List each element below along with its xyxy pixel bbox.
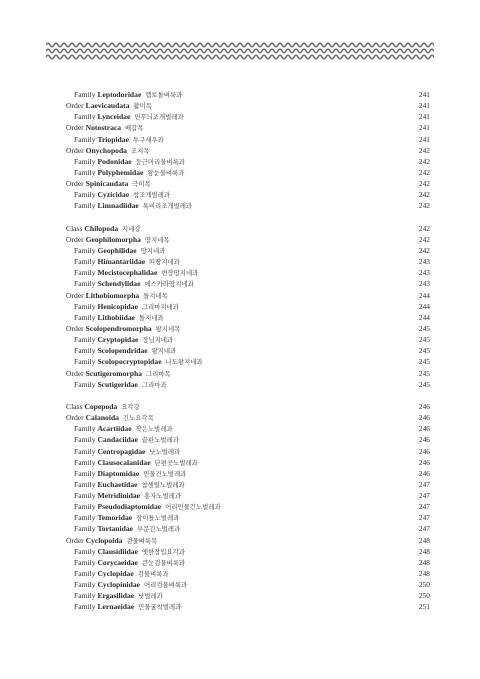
taxon-rank: Family xyxy=(74,201,96,211)
taxon-name: Limnadiidae xyxy=(97,201,139,211)
taxon-name: Scolopendromorpha xyxy=(85,323,152,333)
taxon-name: Tortanidae xyxy=(97,524,134,534)
taxon-rank: Order xyxy=(66,290,84,300)
taxon-name: Metridinidae xyxy=(97,491,141,501)
taxon-name: Cyclopoida xyxy=(85,535,123,545)
taxon-rank: Family xyxy=(74,379,96,389)
toc-entry[interactable] xyxy=(66,579,430,590)
taxon-rank: Order xyxy=(66,323,84,333)
taxon-name: Corycaeidae xyxy=(97,557,138,567)
taxon-name: Copepoda xyxy=(84,401,118,411)
page-number: 242 xyxy=(418,167,430,177)
taxon-name: Polyphemidae xyxy=(97,167,144,177)
taxon-rank: Family xyxy=(74,491,96,501)
toc-entry[interactable] xyxy=(66,468,430,479)
korean-name: 홍자노벌레과 xyxy=(143,492,181,501)
korean-name: 나도왕지네과 xyxy=(165,358,203,367)
toc-entry[interactable] xyxy=(66,200,430,211)
taxon-rank: Family xyxy=(74,257,96,267)
taxon-rank: Family xyxy=(74,301,96,311)
toc-entry[interactable] xyxy=(66,557,430,568)
korean-name: 긴노요각목 xyxy=(122,414,154,423)
taxon-name: Onychopoda xyxy=(85,145,127,155)
toc-entry[interactable] xyxy=(66,89,430,100)
korean-name: 요각강 xyxy=(121,402,140,411)
toc-entry[interactable] xyxy=(66,434,430,445)
taxon-name: Podonidae xyxy=(97,156,132,166)
page-number: 248 xyxy=(418,546,430,556)
korean-name: 배갑목 xyxy=(124,124,144,133)
korean-name: 띠땅지네과 xyxy=(149,258,180,267)
page-number: 246 xyxy=(418,435,430,445)
toc-entry[interactable] xyxy=(66,189,430,200)
taxon-rank: Family xyxy=(74,435,96,445)
toc-entry[interactable] xyxy=(66,490,430,501)
korean-name: 민물긴노벌레과 xyxy=(143,469,187,478)
toc-entry[interactable] xyxy=(66,535,430,546)
korean-name: 그리마지네과 xyxy=(141,302,179,311)
taxon-rank: Family xyxy=(74,134,96,144)
taxon-name: Clausidiidae xyxy=(97,546,138,556)
taxon-rank: Family xyxy=(74,557,96,567)
taxon-rank: Family xyxy=(74,479,96,489)
korean-name: 변장땅지네과 xyxy=(161,269,199,278)
korean-name: 참센털노벌레과 xyxy=(141,480,185,489)
toc-entry[interactable] xyxy=(66,334,430,345)
taxon-rank: Family xyxy=(74,90,96,99)
page-number: 241 xyxy=(418,101,430,111)
korean-name: 잠이틀노벌레과 xyxy=(136,514,180,523)
page-number: 241 xyxy=(418,90,430,99)
korean-name: 에스카라땅지네과 xyxy=(144,280,194,289)
taxon-rank: Family xyxy=(74,502,96,512)
taxon-rank: Class xyxy=(66,223,83,233)
korean-name: 낫벌레과 xyxy=(138,592,163,601)
taxon-rank: Order xyxy=(66,368,84,378)
page-number: 248 xyxy=(418,569,430,579)
korean-name: 어리민물긴노벌레과 xyxy=(165,503,221,512)
taxon-rank: Family xyxy=(74,591,96,601)
korean-name: 지네강 xyxy=(122,224,141,233)
page-number: 242 xyxy=(418,190,430,200)
page-number: 251 xyxy=(418,602,430,612)
toc-entry[interactable] xyxy=(66,356,430,367)
table-of-contents xyxy=(66,89,430,613)
taxon-name: Lynceidae xyxy=(97,112,131,122)
taxon-name: Cyzicidae xyxy=(97,190,130,200)
taxon-name: Henicopidae xyxy=(97,301,138,311)
page-number: 244 xyxy=(418,290,430,300)
taxon-name: Temoridae xyxy=(97,513,133,523)
page-number: 246 xyxy=(418,401,430,411)
korean-name: 장님지네과 xyxy=(142,336,174,345)
taxon-rank: Family xyxy=(74,468,96,478)
taxon-name: Notostraca xyxy=(85,123,122,133)
page-number: 245 xyxy=(418,379,430,389)
page-number: 248 xyxy=(418,557,430,567)
taxon-name: Schendylidae xyxy=(97,279,141,289)
taxon-rank: Order xyxy=(66,145,84,155)
korean-name: 왕눈물벼룩과 xyxy=(147,168,185,177)
toc-entry[interactable] xyxy=(66,167,430,178)
toc-entry[interactable] xyxy=(66,256,430,267)
wave-line xyxy=(46,49,434,53)
page-number: 246 xyxy=(418,424,430,434)
page-number: 247 xyxy=(418,502,430,512)
taxon-name: Mecistocephalidae xyxy=(97,268,158,278)
taxon-rank: Family xyxy=(74,457,96,467)
page-number: 245 xyxy=(418,357,430,367)
taxon-name: Lernaeidae xyxy=(97,602,135,612)
korean-name: 검물벼룩목 xyxy=(126,536,158,545)
taxon-rank: Family xyxy=(74,112,96,122)
taxon-rank: Family xyxy=(74,446,96,456)
page-number: 241 xyxy=(418,123,430,133)
toc-entry[interactable] xyxy=(66,100,430,111)
toc-entry[interactable] xyxy=(66,145,430,156)
wave-border-decoration xyxy=(46,40,434,62)
taxon-name: Chilopoda xyxy=(84,223,119,233)
korean-name: 왕지네목 xyxy=(155,324,181,333)
page-number: 245 xyxy=(418,335,430,345)
taxon-name: Lithobiomorpha xyxy=(85,290,140,300)
toc-entry[interactable] xyxy=(66,601,430,612)
taxon-rank: Family xyxy=(74,424,96,434)
page-number: 250 xyxy=(418,591,430,601)
taxon-rank: Family xyxy=(74,190,96,200)
page-number: 247 xyxy=(418,479,430,489)
taxon-name: Scutigeromorpha xyxy=(85,368,143,378)
page-number: 244 xyxy=(418,312,430,322)
korean-name: 톡비리조개벌레과 xyxy=(142,202,193,211)
page-number: 245 xyxy=(418,368,430,378)
korean-name: 왕지네과 xyxy=(151,347,177,356)
taxon-name: Clausocalanidae xyxy=(97,457,151,467)
taxon-name: Laevicaudata xyxy=(85,101,130,111)
taxon-rank: Family xyxy=(74,268,96,278)
page-number: 242 xyxy=(418,156,430,166)
page-number: 244 xyxy=(418,301,430,311)
toc-entry[interactable] xyxy=(66,178,430,189)
toc-entry[interactable] xyxy=(66,501,430,512)
taxon-name: Ergasilidae xyxy=(97,591,135,601)
korean-name: 단편곳노벌레과 xyxy=(154,458,198,467)
taxon-name: Lithobiidae xyxy=(97,312,135,322)
taxon-rank: Family xyxy=(74,279,96,289)
toc-entry[interactable] xyxy=(66,446,430,457)
wave-line xyxy=(46,43,434,47)
taxon-rank: Family xyxy=(74,346,96,356)
taxon-rank: Class xyxy=(66,401,83,411)
page-number: 242 xyxy=(418,223,430,233)
taxon-name: Cryptopidae xyxy=(97,335,139,345)
taxon-rank: Family xyxy=(74,580,96,590)
page-number: 243 xyxy=(418,257,430,267)
taxon-rank: Order xyxy=(66,535,84,545)
toc-entry[interactable] xyxy=(66,301,430,312)
toc-entry[interactable] xyxy=(66,368,430,379)
taxon-name: Spinicaudata xyxy=(85,179,129,189)
page-number: 243 xyxy=(418,268,430,278)
korean-name: 땅지네목 xyxy=(144,235,170,244)
korean-name: 돌지네목 xyxy=(143,291,168,300)
korean-name: 민무늬조개벌레과 xyxy=(134,113,184,122)
page-number: 250 xyxy=(418,580,430,590)
page-number: 246 xyxy=(418,413,430,423)
toc-entry[interactable] xyxy=(66,290,430,301)
taxon-rank: Order xyxy=(66,123,84,133)
korean-name: 낫노벌레과 xyxy=(149,447,181,456)
page-number: 248 xyxy=(418,535,430,545)
korean-name: 검물벼룩과 xyxy=(137,570,169,579)
toc-entry[interactable] xyxy=(66,245,430,256)
taxon-rank: Order xyxy=(66,101,84,111)
taxon-name: Scolopocryptopidae xyxy=(97,357,162,367)
taxon-name: Euchaetidae xyxy=(97,479,138,489)
toc-entry-label xyxy=(74,601,181,613)
taxon-name: Centropagidae xyxy=(97,446,146,456)
toc-entry[interactable] xyxy=(66,278,430,289)
toc-entry[interactable] xyxy=(66,312,430,323)
toc-entry[interactable] xyxy=(66,323,430,334)
korean-name: 조지목 xyxy=(130,146,150,155)
taxon-name: Triopidae xyxy=(97,134,129,144)
page-number: 242 xyxy=(418,234,430,244)
korean-name: 옛한장입요각과 xyxy=(141,547,186,556)
taxon-rank: Family xyxy=(74,167,96,177)
toc-entry[interactable] xyxy=(66,512,430,523)
taxon-rank: Family xyxy=(74,335,96,345)
toc-entry[interactable] xyxy=(66,457,430,468)
section-gap xyxy=(66,212,430,223)
taxon-name: Geophilidae xyxy=(97,245,137,255)
toc-entry[interactable] xyxy=(66,423,430,434)
page-number: 242 xyxy=(418,201,430,211)
toc-entry[interactable] xyxy=(66,412,430,423)
section-gap xyxy=(66,390,430,401)
taxon-rank: Order xyxy=(66,413,84,423)
taxon-name: Candaciidae xyxy=(97,435,138,445)
korean-name: 참조개벌레과 xyxy=(132,191,171,200)
korean-name: 렙토돌벼룩과 xyxy=(145,91,183,99)
taxon-name: Cyclopidae xyxy=(97,569,134,579)
korean-name: 작은노벌레과 xyxy=(135,425,173,434)
page-number: 246 xyxy=(418,457,430,467)
toc-entry[interactable] xyxy=(66,122,430,133)
korean-name: 끝판노벌레과 xyxy=(141,436,179,445)
toc-entry-label xyxy=(74,200,192,212)
taxon-name: Leptodoridae xyxy=(97,90,142,99)
toc-entry[interactable] xyxy=(66,156,430,167)
korean-name: 활미목 xyxy=(133,102,152,111)
toc-entry[interactable] xyxy=(66,223,430,234)
taxon-rank: Family xyxy=(74,513,96,523)
korean-name: 민물굴착벌레과 xyxy=(138,603,182,612)
page-number: 242 xyxy=(418,245,430,255)
toc-entry[interactable] xyxy=(66,479,430,490)
taxon-name: Scutigeridae xyxy=(97,379,138,389)
taxon-rank: Family xyxy=(74,312,96,322)
toc-entry[interactable] xyxy=(66,267,430,278)
page-number: 246 xyxy=(418,468,430,478)
toc-entry[interactable] xyxy=(66,111,430,122)
page-number: 241 xyxy=(418,134,430,144)
taxon-name: Calanoida xyxy=(85,413,119,423)
taxon-rank: Family xyxy=(74,602,96,612)
toc-entry[interactable] xyxy=(66,345,430,356)
taxon-name: Acartiidae xyxy=(97,424,132,434)
taxon-rank: Family xyxy=(74,357,96,367)
toc-entry[interactable] xyxy=(66,234,430,245)
taxon-name: Cyclopinidae xyxy=(97,580,141,590)
korean-name: 그리마과 xyxy=(141,380,167,389)
taxon-name: Himantariidae xyxy=(97,257,146,267)
wave-line xyxy=(46,55,434,59)
taxon-name: Geophilomorpha xyxy=(85,234,141,244)
toc-entry[interactable] xyxy=(66,134,430,145)
page-number: 247 xyxy=(418,524,430,534)
korean-name: 어리검물벼룩과 xyxy=(143,581,188,590)
page-number: 245 xyxy=(418,346,430,356)
toc-entry[interactable] xyxy=(66,546,430,557)
taxon-name: Diaptomidae xyxy=(97,468,140,478)
taxon-rank: Family xyxy=(74,524,96,534)
korean-name: 투구새우과 xyxy=(132,135,164,144)
page-number: 247 xyxy=(418,513,430,523)
korean-name: 둥근머리물벼룩과 xyxy=(135,157,185,166)
toc-entry[interactable] xyxy=(66,379,430,390)
page-number: 245 xyxy=(418,323,430,333)
taxon-rank: Order xyxy=(66,179,84,189)
taxon-name: Scolopendridae xyxy=(97,346,148,356)
page-number: 242 xyxy=(418,179,430,189)
page-number: 247 xyxy=(418,491,430,501)
toc-entry[interactable] xyxy=(66,401,430,412)
korean-name: 땅지네과 xyxy=(140,246,166,255)
taxon-rank: Family xyxy=(74,245,96,255)
taxon-rank: Order xyxy=(66,234,84,244)
page-number: 243 xyxy=(418,279,430,289)
taxon-rank: Family xyxy=(74,156,96,166)
page-number: 242 xyxy=(418,145,430,155)
taxon-name: Pseudodiaptomidae xyxy=(97,502,162,512)
taxon-rank: Family xyxy=(74,569,96,579)
korean-name: 큰눈검물벼룩과 xyxy=(141,558,186,567)
korean-name: 부문긴노벌레과 xyxy=(136,525,181,534)
page-number: 246 xyxy=(418,446,430,456)
korean-name: 돌지네과 xyxy=(138,313,164,322)
taxon-rank: Family xyxy=(74,546,96,556)
toc-entry[interactable] xyxy=(66,590,430,601)
toc-entry[interactable] xyxy=(66,568,430,579)
page-number: 241 xyxy=(418,112,430,122)
toc-entry-label xyxy=(74,379,167,391)
toc-entry[interactable] xyxy=(66,523,430,534)
korean-name: 그리마목 xyxy=(145,369,171,378)
korean-name: 극미목 xyxy=(132,180,151,189)
